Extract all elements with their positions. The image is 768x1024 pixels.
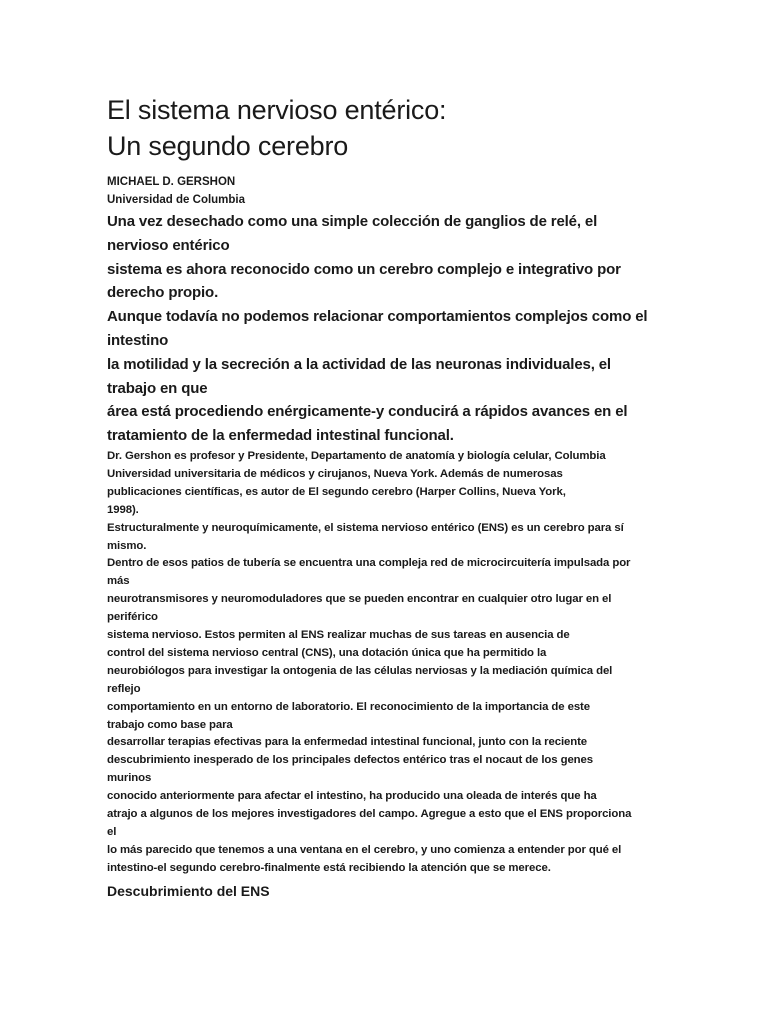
body-line: más [107,575,130,588]
body-line: Dentro de esos patios de tubería se encuentra una compleja red de microcircuitería impulsada por [107,557,631,570]
body-line: comportamiento en un entorno de laboratorio. El reconocimiento de la importancia de este [107,700,590,713]
body-line: Dr. Gershon es profesor y Presidente, Departamento de anatomía y biología celular, Columbia [107,449,606,462]
author-name: MICHAEL D. GERSHON [107,176,236,188]
abstract-line: área está procediendo enérgicamente-y conducirá a rápidos avances en el [107,403,628,421]
abstract-line: la motilidad y la secreción a la actividad de las neuronas individuales, el [107,355,611,373]
body-text [107,448,662,878]
body-line: publicaciones científicas, es autor de El segundo cerebro (Harper Collins, Nueva York, [107,485,566,498]
abstract-line: tratamiento de la enfermedad intestinal funcional. [107,427,454,445]
body-line: reflejo [107,682,141,695]
body-line: mismo. [107,539,147,552]
author-affiliation: Universidad de Columbia [107,194,246,206]
abstract-line: Una vez desechado como una simple colección de ganglios de relé, el [107,213,598,230]
abstract-line: nervioso entérico [107,236,230,254]
body-line: sistema nervioso. Estos permiten al ENS realizar muchas de sus tareas en ausencia de [107,629,570,642]
body-line: periférico [107,611,158,624]
abstract-line: sistema es ahora reconocido como un cerebro complejo e integrativo por [107,260,621,278]
abstract [107,210,662,448]
body-line: desarrollar terapias efectivas para la enfermedad intestinal funcional, junto con la reciente [107,736,588,749]
body-line: neurobiólogos para investigar la ontogenia de las células nerviosas y la mediación química del [107,664,613,677]
section-heading: Descubrimiento del ENS [107,882,270,899]
body-line: intestino-el segundo cerebro-finalmente está recibiendo la atención que se merece. [107,861,551,874]
body-line: neurotransmisores y neuromoduladores que se pueden encontrar en cualquier otro lugar en el [107,593,612,606]
body-line: descubrimiento inesperado de los principales defectos entérico tras el nocaut de los genes [107,754,594,767]
body-line: murinos [107,772,152,785]
document-content [107,92,662,902]
abstract-line: trabajo en que [107,379,208,397]
body-line: 1998). [107,503,139,516]
title-line: El sistema nervioso entérico: [107,95,447,125]
body-line: el [107,826,117,838]
title-line: Un segundo cerebro [107,131,349,161]
body-line: trabajo como base para [107,718,233,731]
body-line: control del sistema nervioso central (CNS), una dotación única que ha permitido la [107,646,547,659]
body-line: atrajo a algunos de los mejores investigadores del campo. Agregue a esto que el ENS proporciona [107,808,632,821]
abstract-line: derecho propio. [107,284,219,302]
abstract-line: intestino [107,331,169,349]
body-line: Estructuralmente y neuroquímicamente, el sistema nervioso entérico (ENS) es un cerebro para sí [107,521,624,534]
body-line: Universidad universitaria de médicos y cirujanos, Nueva York. Además de numerosas [107,467,563,480]
body-line: lo más parecido que tenemos a una ventana en el cerebro, y uno comienza a entender por qué el [107,843,622,856]
document-title [107,92,662,164]
abstract-line: Aunque todavía no podemos relacionar comportamientos complejos como el [107,308,648,326]
body-line: conocido anteriormente para afectar el intestino, ha producido una oleada de interés que ha [107,790,597,803]
